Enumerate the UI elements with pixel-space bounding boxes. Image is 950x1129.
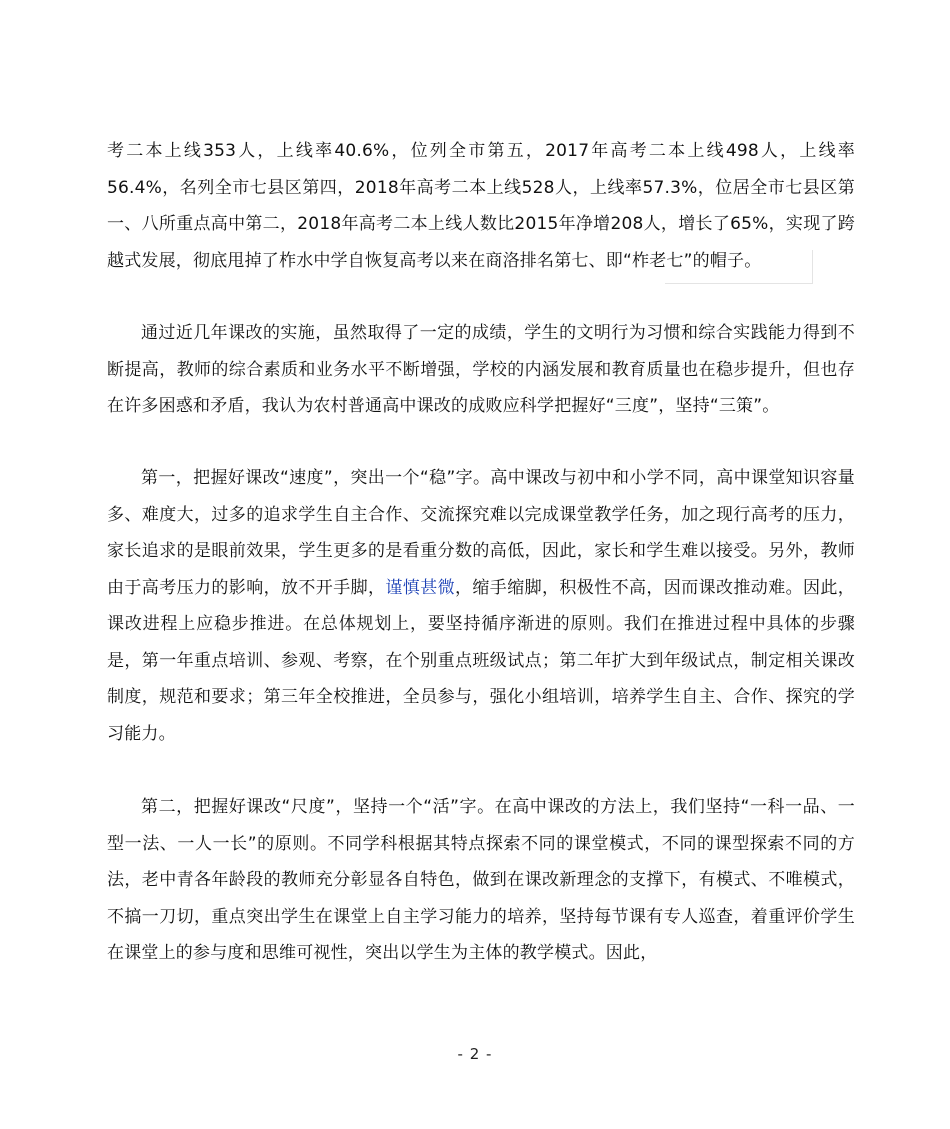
paragraph-reform-speed-part-2: ，缩手缩脚，积极性不高，因而课改推动难。因此，课改进程上应稳步推进。在总体规划上，要坚持循序渐进的原则。我们在推进过程中具体的步骤是，第一年重点培训、参观、考察，在个别重点班级试点；第二年扩大到年级试点，制定相关课改制度，规范和要求；第三年全校推进，全员参与，强化小组培训，培养学生自主、合作、探究的学习能力。 [107,577,855,744]
paragraph-exam-results: 考二本上线353人，上线率40.6%，位列全市第五，2017年高考二本上线498人，上线率56.4%，名列全市七县区第四，2018年高考二本上线528人，上线率57.3%，位居全市七县区第一、八所重点高中第二，2018年高考二本上线人数比2015年净增208人，增长了65%，实现了跨越式发展，彻底甩掉了柞水中学自恢复高考以来在商洛排名第七、即“柞老七”的帽子。 [107,141,855,271]
paragraph-curriculum-reform-intro: 通过近几年课改的实施，虽然取得了一定的成绩，学生的文明行为习惯和综合实践能力得到不断提高，教师的综合素质和业务水平不断增强，学校的内涵发展和教育质量也在稳步提升，但也存在许多困惑和矛盾，我认为农村普通高中课改的成败应科学把握好“三度”，坚持“三策”。 [107,323,855,416]
paragraph-reform-speed-part-1: 第一，把握好课改“速度”，突出一个“稳”字。高中课改与初中和小学不同，高中课堂知识容量多、难度大，过多的追求学生自主合作、交流探究难以完成课堂教学任务，加之现行高考的压力，家长追求的是眼前效果，学生更多的是看重分数的高低，因此，家长和学生难以接受。另外，教师由于高考压力的影响，放不开手脚， [107,468,855,598]
paragraph-reform-speed [107,460,855,752]
hyperlink-text[interactable]: 谨慎甚微 [385,577,455,598]
page-number: - 2 - [457,1045,493,1063]
paragraph-reform-scale: 第二，把握好课改“尺度”，坚持一个“活”字。在高中课改的方法上，我们坚持“一科一品、一型一法、一人一长”的原则。不同学科根据其特点探索不同的课堂模式，不同的课型探索不同的方法，老中青各年龄段的教师充分彰显各自特色，做到在课改新理念的支撑下，有模式、不唯模式，不搞一刀切，重点突出学生在课堂上自主学习能力的培养，坚持每节课有专人巡查，着重评价学生在课堂上的参与度和思维可视性，突出以学生为主体的教学模式。因此， [107,797,855,963]
text-frame-outline [665,250,813,284]
